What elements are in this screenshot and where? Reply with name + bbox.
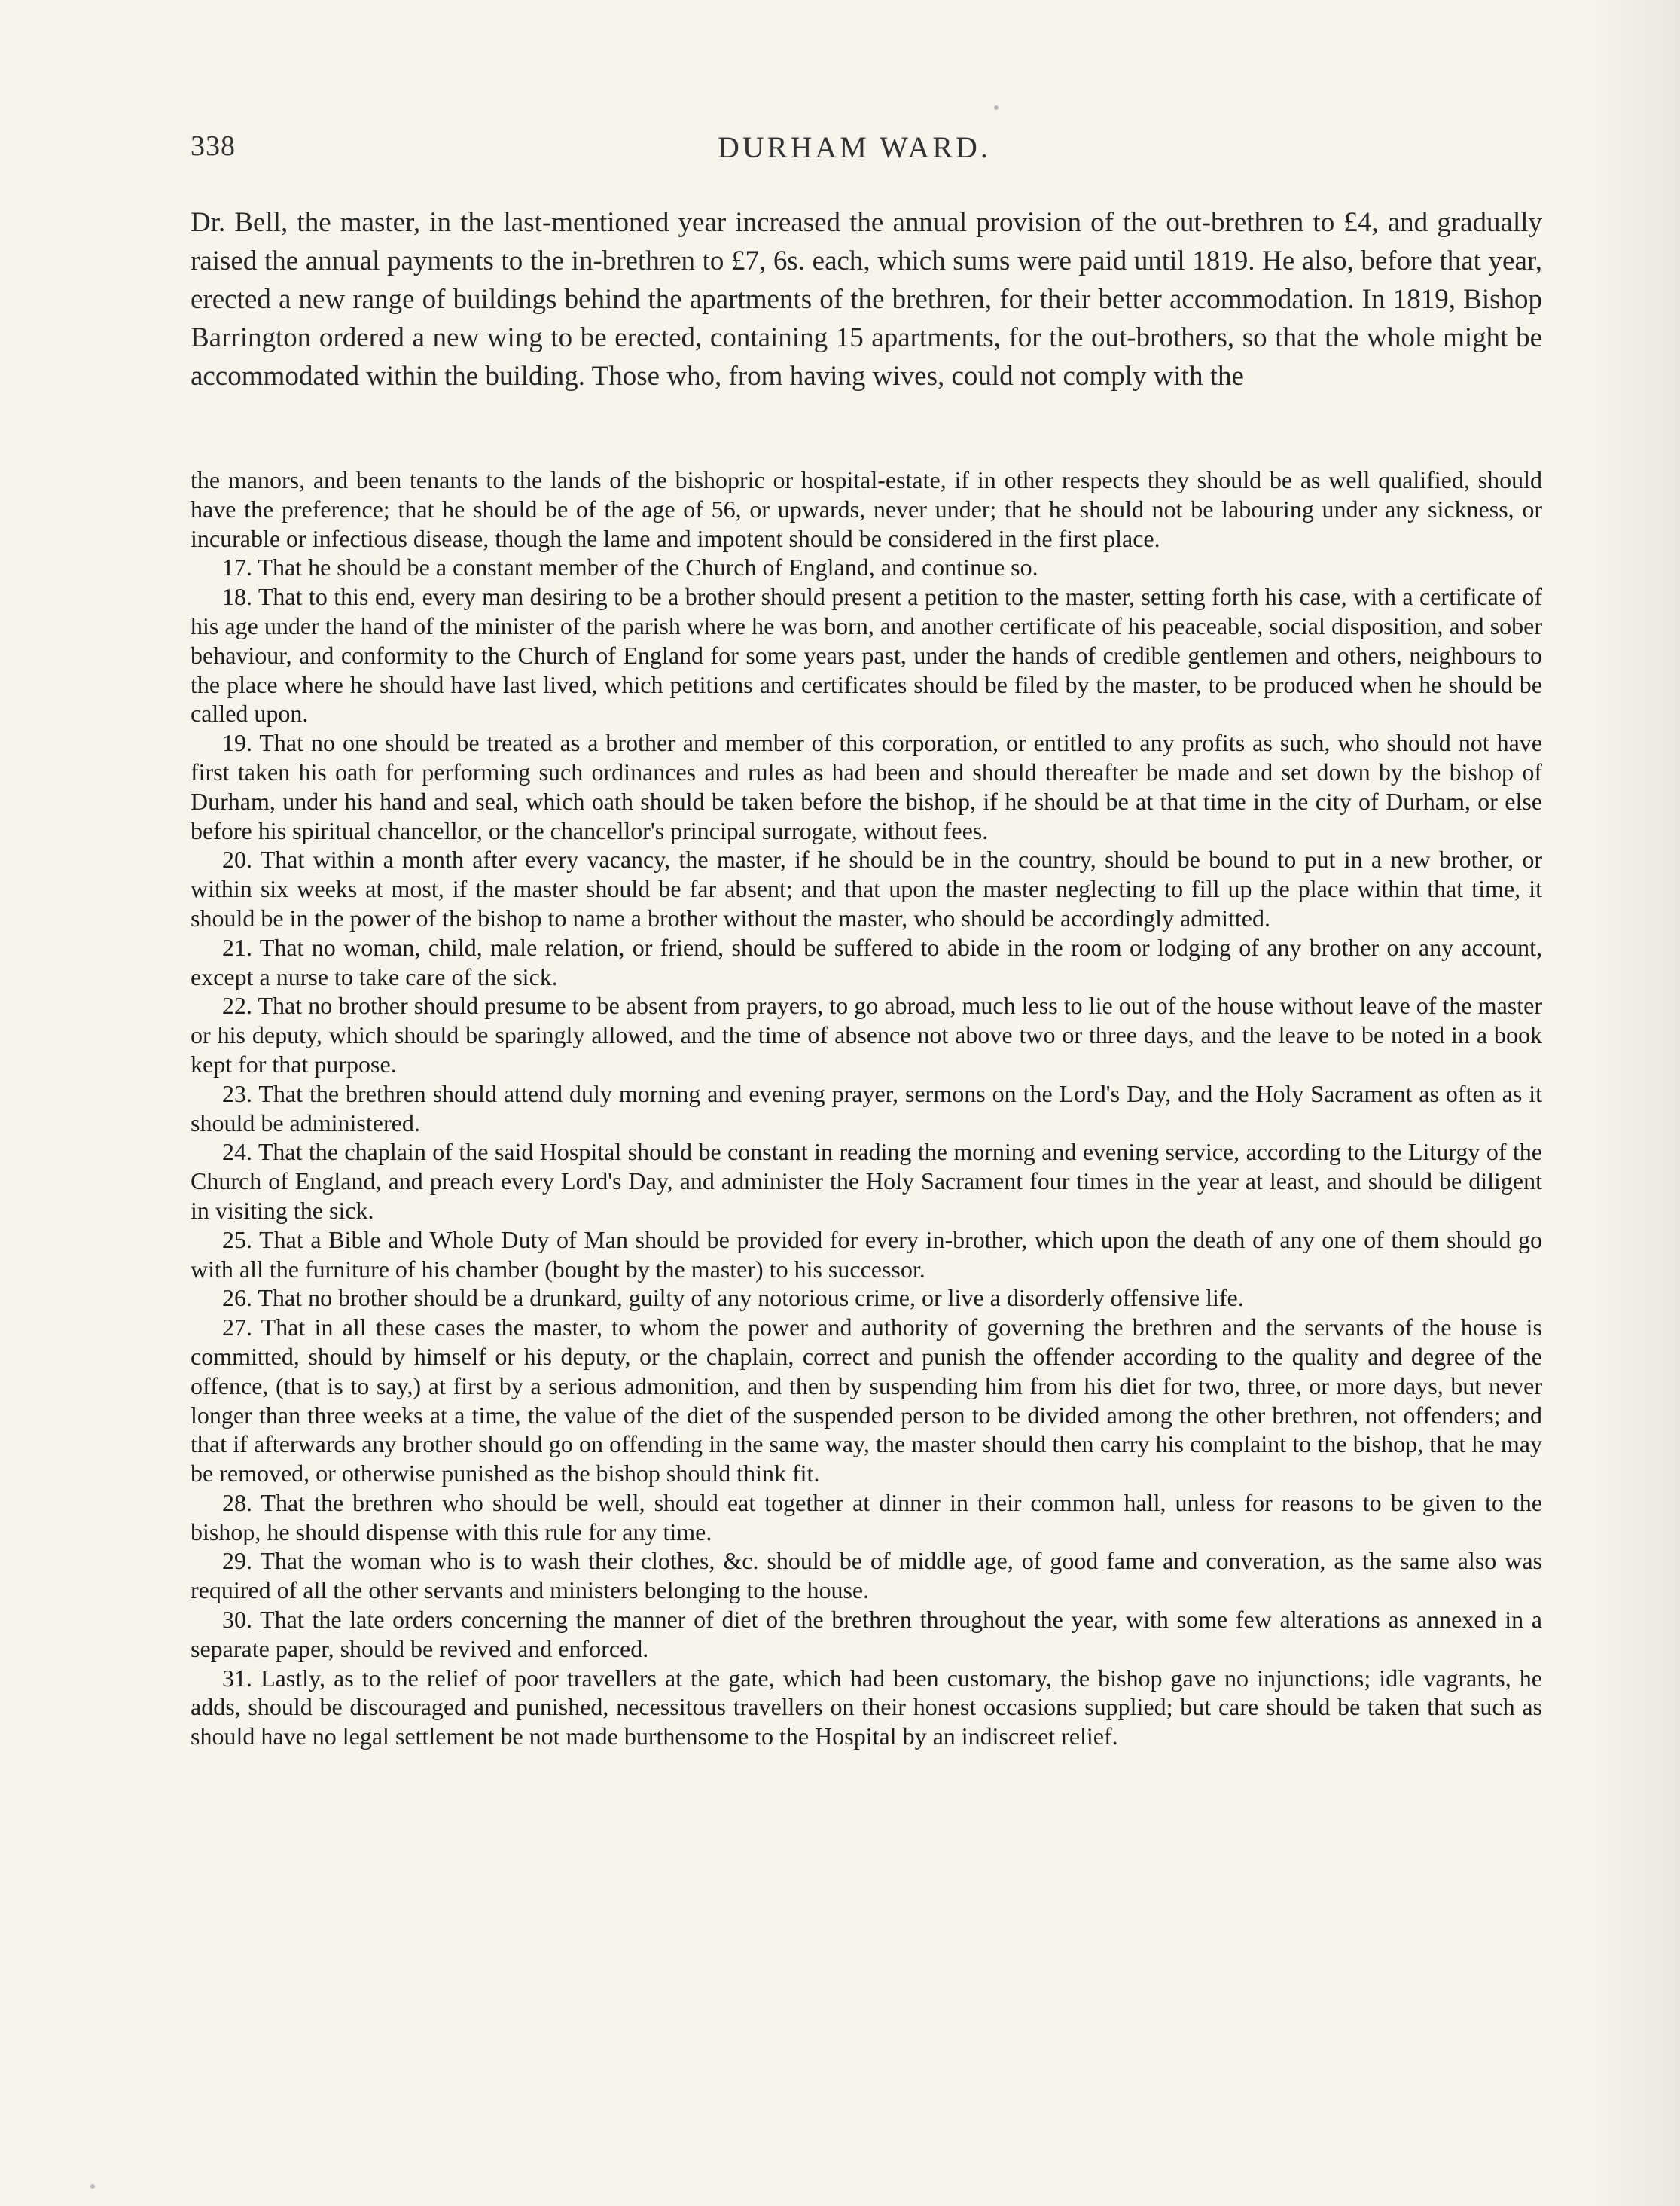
running-title: DURHAM WARD. — [718, 130, 991, 164]
page-header — [191, 130, 1546, 167]
footnote-item: 17. That he should be a constant member of the Church of England, and continue so. — [222, 554, 1038, 581]
page-edge-shadow — [1590, 0, 1680, 2206]
footnote-item: 31. Lastly, as to the relief of poor travellers at the gate, which had been customary, the bishop gave no injunctions; idle vagrants, he adds, should be discouraged and punished, necessitous travellers on their honest occasions supplied; but care should be taken that such as should have no legal settlement be not made burthensome to the Hospital by an indiscreet relief. — [191, 1664, 1542, 1750]
paper-speck — [90, 2184, 95, 2189]
footnote-item: 25. That a Bible and Whole Duty of Man should be provided for every in-brother, which upon the death of any one of them should go with all the furniture of his chamber (bought by the master) to his successor. — [191, 1225, 1542, 1283]
footnote-item: 30. That the late orders concerning the manner of diet of the brethren throughout the year, with some few alterations as annexed in a separate paper, should be revived and enforced. — [191, 1606, 1542, 1662]
footnote-block — [191, 465, 1542, 1751]
footnote-item: 19. That no one should be treated as a brother and member of this corporation, or entitled to any profits as such, who should not have first taken his oath for performing such ordinances and rules as had been and should thereafter be made and set down by the bishop of Durham, under his hand and seal, which oath should be taken before the bishop, if he should be at that time in the city of Durham, or else before his spiritual chancellor, or the chancellor's principal surrogate, without fees. — [191, 729, 1542, 844]
footnote-item: 24. That the chaplain of the said Hospital should be constant in reading the morning and evening service, according to the Liturgy of the Church of England, and preach every Lord's Day, and administer the Holy Sacrament four times in the year at least, and should be diligent in visiting the sick. — [191, 1138, 1542, 1224]
footnote-item: 28. That the brethren who should be well, should eat together at dinner in their common hall, unless for reasons to be given to the bishop, he should dispense with this rule for any time. — [191, 1488, 1542, 1545]
footnote-item: 20. That within a month after every vacancy, the master, if he should be in the country, should be bound to put in a new brother, or within six weeks at most, if the master should be far absent; and that upon the master neglecting to fill up the place within that time, it should be in the power of the bishop to name a brother without the master, who should be accordingly admitted. — [191, 846, 1542, 932]
footnote-item: 26. That no brother should be a drunkard, guilty of any notorious crime, or live a disorderly offensive life. — [222, 1284, 1244, 1312]
main-paragraph: Dr. Bell, the master, in the last-mentioned year increased the annual provision of the out-brethren to £4, and gradually raised the annual payments to the in-brethren to £7, 6s. each, which sums were paid until 1819. He also, before that year, erected a new range of buildings behind the apartments of the brethren, for their better accommodation. In 1819, Bishop Barrington ordered a new wing to be erected, containing 15 apartments, for the out-brothers, so that the whole might be accommodated within the building. Those who, from having wives, could not comply with the — [191, 207, 1542, 392]
footnote-item: 29. That the woman who is to wash their clothes, &c. should be of middle age, of good fame and converation, as the same also was required of all the other servants and ministers belonging to the house. — [191, 1547, 1542, 1604]
footnote-intro: the manors, and been tenants to the lands of the bishopric or hospital-estate, if in other respects they should be as well qualified, should have the preference; that he should be of the age of 56, or upwards, never under; that he should not be labouring under any sickness, or incurable or infectious disease, though the lame and impotent should be considered in the first place. — [191, 466, 1542, 552]
footnote-item: 27. That in all these cases the master, to whom the power and authority of governing the brethren and the servants of the house is committed, should by himself or his deputy, or the chaplain, correct and punish the offender according to the quality and degree of the offence, (that is to say,) at first by a serious admonition, and then by suspending him from his diet for two, three, or more days, but never longer than three weeks at a time, the value of the diet of the suspended person to be divided among the other brethren, not offenders; and that if afterwards any brother should go on offending in the same way, the master should then carry his complaint to the bishop, that he may be removed, or otherwise punished as the bishop should think fit. — [191, 1314, 1542, 1487]
page-number: 338 — [191, 130, 236, 162]
paper-speck — [994, 105, 999, 110]
footnote-item: 23. That the brethren should attend duly morning and evening prayer, sermons on the Lord's Day, and the Holy Sacrament as often as it should be administered. — [191, 1079, 1542, 1137]
footnote-item: 22. That no brother should presume to be absent from prayers, to go abroad, much less to lie out of the house without leave of the master or his deputy, which should be sparingly allowed, and the time of absence not above two or three days, and the leave to be noted in a book kept for that purpose. — [191, 992, 1542, 1078]
footnote-item: 18. That to this end, every man desiring to be a brother should present a petition to the master, setting forth his case, with a certificate of his age under the hand of the minister of the parish where he was born, and another certificate of his peaceable, social disposition, and sober behaviour, and conformity to the Church of England for some years past, under the hands of credible gentlemen and others, neighbours to the place where he should have last lived, which petitions and certificates should be filed by the master, to be produced when he should be called upon. — [191, 583, 1542, 728]
footnote-item: 21. That no woman, child, male relation, or friend, should be suffered to abide in the room or lodging of any brother on any account, except a nurse to take care of the sick. — [191, 933, 1542, 990]
